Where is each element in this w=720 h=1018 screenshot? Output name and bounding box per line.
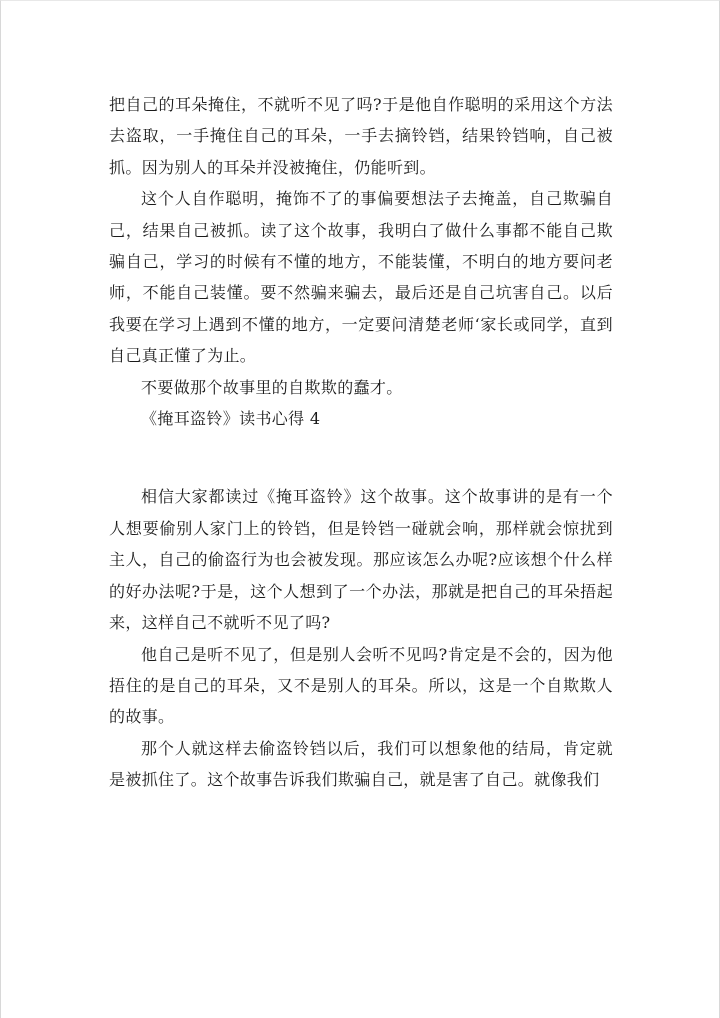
paragraph-6: 那个人就这样去偷盗铃铛以后，我们可以想象他的结局，肯定就是被抓住了。这个故事告诉我们欺骗自己，就是害了自己。就像我们 — [109, 738, 613, 790]
section-spacer — [109, 434, 613, 481]
paragraph-3: 不要做那个故事里的自欺欺的蠢才。 — [141, 377, 403, 397]
paragraph-2: 这个人自作聪明，掩饰不了的事偏要想法子去掩盖，自己欺骗自己，结果自己被抓。读了这个故事，我明白了做什么事都不能自己欺骗自己，学习的时候有不懂的地方，不能装懂，不明白的地方要问老师，不能自己装懂。要不然骗来骗去，最后还是自己坑害自己。以后我要在学习上遇到不懂的地方，一定要问清楚老师‘家长或同学，直到自己真正懂了为止。 — [109, 189, 613, 366]
paragraph-5: 他自己是听不见了，但是别人会听不见吗?肯定是不会的，因为他捂住的是自己的耳朵，又不是别人的耳朵。所以，这是一个自欺欺人的故事。 — [109, 644, 613, 727]
paragraph-4: 相信大家都读过《掩耳盗铃》这个故事。这个故事讲的是有一个人想要偷别人家门上的铃铛，但是铃铛一碰就会响，那样就会惊扰到主人，自己的偷盗行为也会被发现。那应该怎么办呢?应该想个什么样的好办法呢?于是，这个人想到了一个办法，那就是把自己的耳朵捂起来，这样自己不就听不见了吗? — [109, 487, 613, 633]
paragraph-1: 把自己的耳朵掩住，不就听不见了吗?于是他自作聪明的采用这个方法去盗取，一手掩住自己的耳朵，一手去摘铃铛，结果铃铛响，自己被抓。因为别人的耳朵并没被掩住，仍能听到。 — [109, 95, 613, 177]
document-body — [109, 89, 613, 796]
section-heading: 《掩耳盗铃》读书心得 4 — [141, 409, 321, 429]
